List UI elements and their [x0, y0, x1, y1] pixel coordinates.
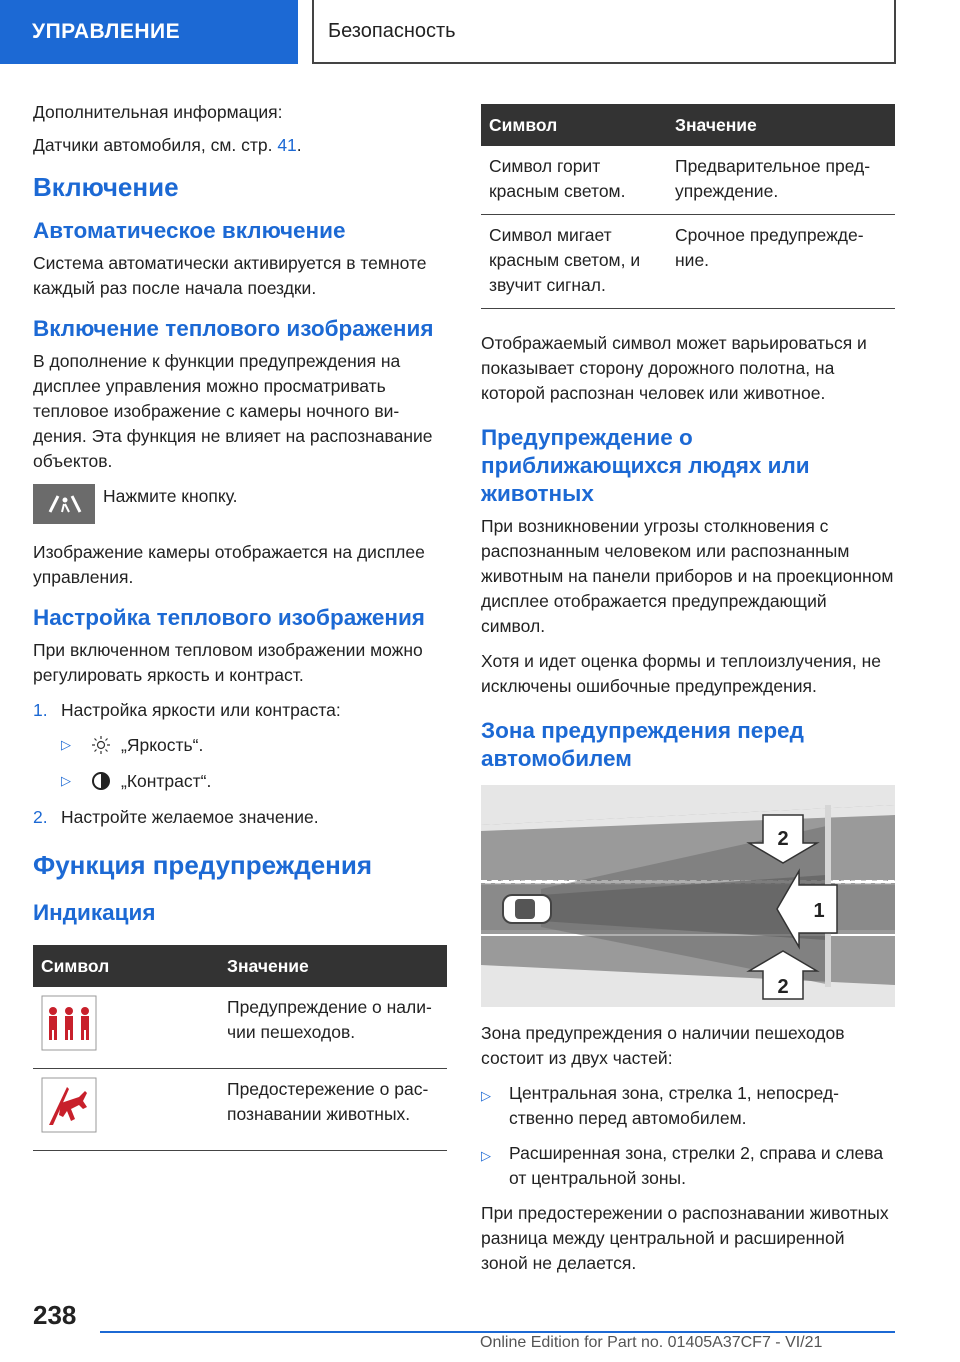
- arrow-2-top-label: 2: [777, 828, 789, 850]
- chapter-title: Безопасность: [312, 0, 896, 64]
- contrast-item: [61, 769, 447, 793]
- table-row: [33, 1069, 447, 1151]
- symbol-cell: Символ горит красным светом.: [481, 146, 667, 215]
- auto-text: Система автоматически активируется в темноте каждый раз после начала поездки.: [33, 253, 427, 298]
- thermal-text: В дополнение к функции предупреждения на дисплее управления можно просматривать тепловое изображение с камеры ночного видения. Эта функция не влияет на распознавание объектов.: [33, 351, 433, 471]
- page-link-41[interactable]: 41: [277, 135, 297, 155]
- table-row: [33, 987, 447, 1069]
- heading-activation: Включение: [33, 172, 179, 202]
- approach-text: При возникновении угрозы столкновения с распознанным человеком или распознанным животным на панели приборов и на проекционном дисплее отображается предупреждающий символ.: [481, 516, 894, 636]
- sensors-end: .: [296, 135, 302, 155]
- sensors-reference: [33, 133, 447, 158]
- meaning-cell: Предупреждение о наличии пешеходов.: [219, 987, 447, 1069]
- heading-auto-activation: Автоматическое включение: [33, 218, 346, 243]
- table-header-row: [33, 945, 447, 987]
- triangle-bullet-icon: ▷: [61, 773, 71, 788]
- column-header-symbol: Символ: [33, 945, 219, 987]
- step-text: Настройте желаемое значение.: [61, 807, 319, 827]
- symbol-meaning-table: [481, 104, 895, 309]
- symbol-cell: Символ мигает красным светом, и звучит сигнал.: [481, 215, 667, 309]
- triangle-bullet-icon: ▷: [481, 1088, 491, 1103]
- section-tab[interactable]: УПРАВЛЕНИЕ: [0, 0, 298, 64]
- arrow-2-bottom-label: 2: [777, 976, 789, 998]
- warning-zone-figure: [481, 785, 895, 1007]
- heading-approach-warning: Предупреждение о приближающихся людях или животных: [481, 425, 810, 506]
- brightness-label: „Яркость“.: [121, 734, 204, 755]
- brightness-icon: [91, 735, 121, 755]
- meaning-cell: Срочное предупреждение.: [667, 215, 895, 309]
- sensors-text: Датчики автомобиля, см. стр.: [33, 135, 273, 155]
- heading-adjust-thermal: Настройка теплового изображения: [33, 605, 425, 630]
- list-item: [481, 1141, 895, 1191]
- column-header-symbol: Символ: [481, 104, 667, 146]
- approach-text-2: Хотя и идет оценка формы и теплоизлучения, не исключены ошибочные предупреждения.: [481, 651, 882, 696]
- meaning-cell: Предварительное предупреждение.: [667, 146, 895, 215]
- heading-thermal-image: Включение теплового изображения: [33, 316, 434, 341]
- camera-text: Изображение камеры отображается на дисплее управления.: [33, 542, 425, 587]
- pedestrians-warning-icon: [41, 995, 97, 1051]
- heading-indication: Индикация: [33, 900, 156, 925]
- arrow-1-label: 1: [813, 900, 825, 922]
- table-row: [481, 215, 895, 309]
- step-1: [33, 698, 447, 723]
- column-header-meaning: Значение: [667, 104, 895, 146]
- steps-list: [33, 698, 447, 830]
- list-item: [481, 1081, 895, 1131]
- symbol-text: Отображаемый символ может варьироваться и показывает сторону дорожного полотна, на которой распознан человек или животное.: [481, 333, 867, 403]
- table-header-row: [481, 104, 895, 146]
- night-vision-button-icon[interactable]: [33, 484, 95, 524]
- footer-divider: [100, 1331, 895, 1333]
- symbol-cell: [33, 987, 219, 1069]
- heading-warning-function: Функция предупреждения: [33, 850, 373, 880]
- right-column: [481, 104, 895, 1286]
- step-number: 1.: [33, 700, 48, 720]
- animal-warning-icon: [41, 1077, 97, 1133]
- table-row: [481, 146, 895, 215]
- heading-warning-zone: Зона предупреждения перед автомобилем: [481, 718, 804, 771]
- bullet-text: Центральная зона, стрелка 1, непосредственно перед автомобилем.: [509, 1083, 839, 1128]
- left-column: [33, 100, 447, 1151]
- step-2: [33, 805, 447, 830]
- bullet-text: Расширенная зона, стрелки 2, справа и слева от центральной зоны.: [509, 1143, 884, 1188]
- column-header-meaning: Значение: [219, 945, 447, 987]
- page-number: 238: [33, 1300, 77, 1330]
- triangle-bullet-icon: ▷: [61, 737, 71, 752]
- edition-text: Online Edition for Part no. 01405A37CF7 - VI/21: [480, 1334, 823, 1351]
- button-row: [33, 484, 447, 524]
- press-button-text: Нажмите кнопку.: [103, 486, 238, 506]
- adjust-text: При включенном тепловом изображении можно регулировать яркость и контраст.: [33, 640, 423, 685]
- symbol-cell: [33, 1069, 219, 1151]
- zone-text: Зона предупреждения о наличии пешеходов состоит из двух частей:: [481, 1023, 845, 1068]
- car-icon: [503, 895, 551, 923]
- info-label: Дополнительная информация:: [33, 102, 283, 122]
- brightness-item: [61, 733, 447, 757]
- contrast-label: „Контраст“.: [121, 770, 212, 791]
- animals-text: При предостережении о распознавании животных разница между центральной и расширенной зоной не делается.: [481, 1203, 889, 1273]
- contrast-icon: [91, 771, 121, 791]
- step-number: 2.: [33, 807, 48, 827]
- meaning-cell: Предостережение о распознавании животных.: [219, 1069, 447, 1151]
- step-text: Настройка яркости или контраста:: [61, 700, 341, 720]
- indication-table: [33, 945, 447, 1151]
- triangle-bullet-icon: ▷: [481, 1148, 491, 1163]
